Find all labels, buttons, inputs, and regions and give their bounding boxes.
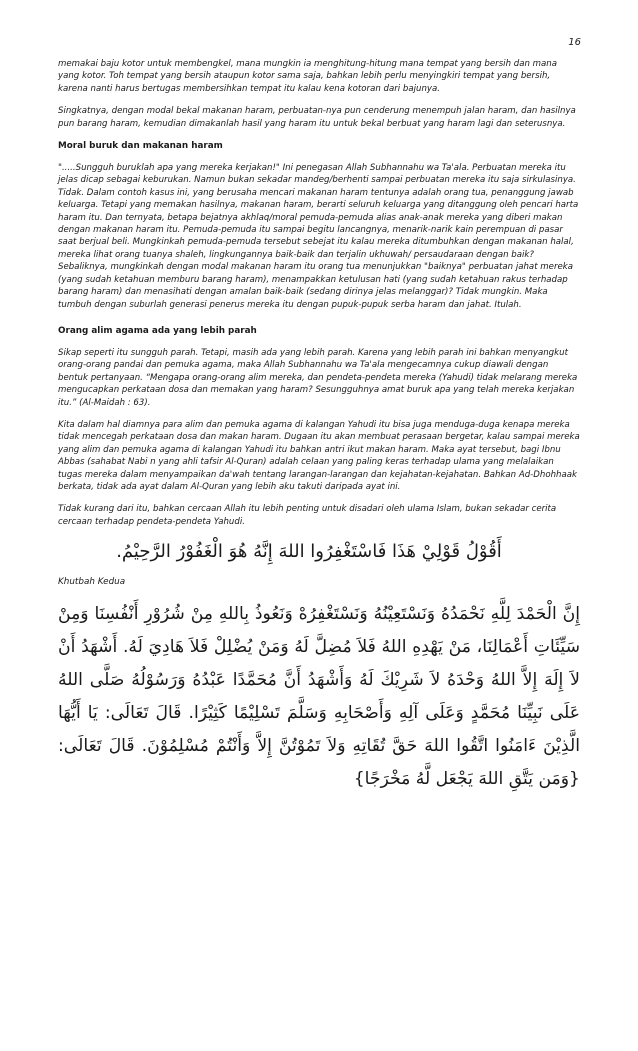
paragraph-1: memakai baju kotor untuk membengkel, mana mungkin ia menghitung-hitung mana tempat yang bersih dan mana yang kotor. Toh tempat yang bersih ataupun kotor sama saja, bahkan lebih perlu menyingkiri tempat yang bersih, karena nanti harus bertugas membersihkan tempat itu kalau kena kotoran dari bajunya.	[58, 59, 557, 94]
arabic-closing-prayer: أَقُوْلُ قَوْلِيْ هَذَا فَاسْتَغْفِرُوا اللهَ إِنَّهُ هُوَ الْغَفُوْرُ الرَّحِيْمُ.	[116, 541, 502, 563]
section-heading-moral: Moral buruk dan makanan haram	[58, 141, 223, 152]
khutbah-kedua-label: Khutbah Kedua	[58, 577, 126, 588]
section-body-alim-2: Kita dalam hal diamnya para alim dan pemuka agama di kalangan Yahudi itu bisa juga menduga-duga kenapa mereka tidak mencegah perkataan dosa dan makan haram. Dugaan itu akan membuat perasaan bergetar, kalau sampai mereka yang alim dan pemuka agama di kalangan Yahudi itu bahkan antri ikut makan haram. Maka ayat tersebut, bagi Ibnu Abbas (sahabat Nabi n yang ahli tafsir Al-Quran) adalah celaan yang paling keras terhadap ulama yang melalaikan tugas mereka dalam menyampaikan da'wah tentang larangan-larangan dan kejahatan-kejahatan. Bahkan Ad-Dhohhaak berkata, tidak ada ayat dalam Al-Quran yang lebih aku takuti daripada ayat ini.	[58, 419, 580, 492]
section-body-alim-1: Sikap seperti itu sungguh parah. Tetapi, masih ada yang lebih parah. Karena yang lebih parah ini bahkan menyangkut orang-orang pandai dan pemuka agama, maka Allah Subhannahu wa Ta'ala mengecamnya cukup diawali dengan bentuk pertanyaan. “Mengapa orang-orang alim mereka, dan pendeta-pendeta mereka (Yahudi) tidak melarang mereka mengucapkan perkataan dosa dan memakan yang haram? Sesungguhnya amat buruk apa yang telah mereka kerjakan itu.” (Al-Maidah : 63).	[58, 347, 578, 408]
section-heading-alim: Orang alim agama ada yang lebih parah	[58, 325, 257, 336]
arabic-khutbah-text: إِنَّ الْحَمْدَ لِلَّهِ نَحْمَدُهُ وَنَسْتَعِيْنُهُ وَنَسْتَغْفِرُهْ وَنَعُوذُ بِاللهِ مِنْ شُرُوْرِ أَنْفُسِنَا وَمِنْ سَيِّئَاتِ أَعْمَالِنَا، مَنْ يَهْدِهِ اللهُ فَلاَ مُضِلَّ لَهُ وَمَنْ يُضْلِلْ فَلاَ هَادِيَ لَهُ. أَشْهَدُ أَنْ لاَ إِلَهَ إِلاَّ اللهُ وَحْدَهُ لاَ شَرِيْكَ لَهُ وَأَشْهَدُ أَنَّ مُحَمَّدًا عَبْدُهُ وَرَسُوْلُهُ صَلَّى اللهُ عَلَى نَبِيِّنَا مُحَمَّدٍ وَعَلَى آلِهِ وَأَصْحَابِهِ وَسَلَّمَ تَسْلِيْمًا كَثِيْرًا. قَالَ تَعَالَى: يَا أَيُّهَا الَّذِيْنَ ءَامَنُوا اتَّقُوا اللهَ حَقَّ تُقَاتِهِ وَلاَ تَمُوْتُنَّ إِلاَّ وَأَنْتُمْ مُسْلِمُوْنَ. قَالَ تَعَالَى: {وَمَن يَتَّقِ اللهَ يَجْعَل لَّهُ مَخْرَجًا}	[58, 604, 580, 790]
section-body-moral: ".....Sungguh buruklah apa yang mereka kerjakan!" Ini penegasan Allah Subhannahu wa Ta'ala. Perbuatan mereka itu jelas dicap sebagai keburukan. Namun bukan sekadar mandeg/berhenti sampai perbuatan mereka itu saja sirkulasinya. Tidak. Dalam contoh kasus ini, yang berusaha mencari makanan haram tentunya adalah orang tua, penanggung jawab keluarga. Tetapi yang memakan hasilnya, makanan haram, berarti seluruh keluarga yang ditanggung oleh pencari harta haram itu. Dan ternyata, betapa bejatnya akhlaq/moral pemuda-pemuda alias anak-anak mereka yang diberi makan dengan makanan haram itu. Pemuda-pemuda itu sampai begitu lancangnya, menarik-narik kain perempuan di pasar saat berjual beli. Mungkinkah pemuda-pemuda tersebut sebejat itu kalau mereka ditumbuhkan dengan makanan halal, mereka lihat orang tuanya shaleh, lingkungannya baik-baik dan terjalin ukhuwah/ persaudaraan dengan baik? Sebaliknya, mungkinkah dengan modal makanan haram itu orang tua menunjukkan "baiknya" perbuatan jahat mereka (yang sudah ketahuan memburu barang haram), menampakkan ketulusan hati (yang sudah ketahuan rakus terhadap barang haram) dan menasihati dengan amalan baik-baik (sedang dirinya jelas melanggar)? Tidak mungkin. Maka tumbuh dengan suburlah generasi penerus mereka itu dengan pupuk-pupuk serba haram dan jahat. Itulah.	[58, 163, 579, 310]
section-body-alim-3: Tidak kurang dari itu, bahkan cercaan Allah itu lebih penting untuk disadari oleh ulama Islam, bukan sekadar cerita cercaan terhadap pendeta-pendeta Yahudi.	[58, 504, 557, 527]
paragraph-2: Singkatnya, dengan modal bekal makanan haram, perbuatan-nya pun cenderung menempuh jalan haram, dan hasilnya pun barang haram, kemudian dimakanlah hasil yang haram itu untuk bekal berbuat yang haram lagi dan seterusnya.	[58, 106, 576, 129]
document-body	[58, 58, 580, 796]
page-number: 16	[568, 37, 581, 48]
